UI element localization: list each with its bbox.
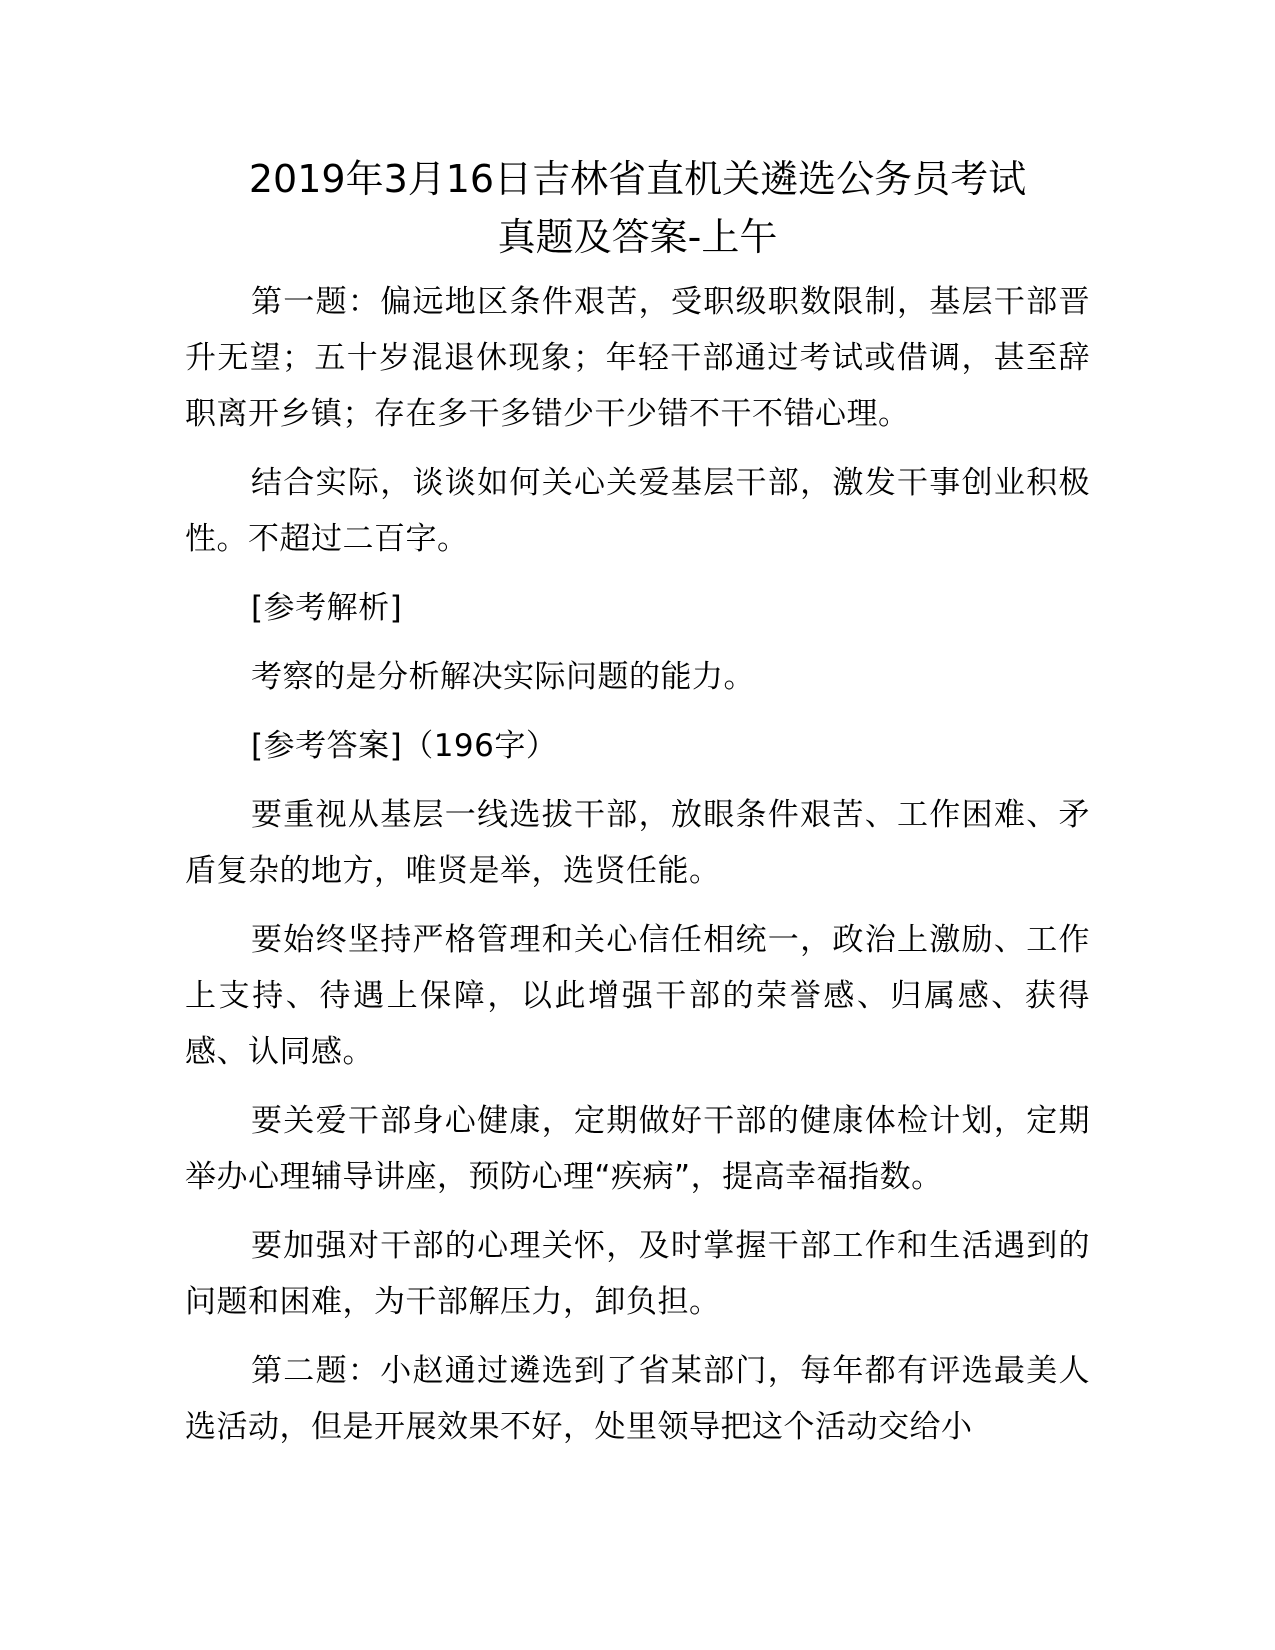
reference-analysis-heading: [参考解析] [251,590,403,626]
answer-paragraph-4: 要加强对干部的心理关怀，及时掌握干部工作和生活遇到的问题和困难，为干部解压力，卸负担。 [185,1228,1090,1320]
answer-paragraph-2: 要始终坚持严格管理和关心信任相统一，政治上激励、工作上支持、待遇上保障，以此增强干部的荣誉感、归属感、获得感、认同感。 [185,922,1090,1070]
question-1-requirement: 结合实际，谈谈如何关心关爱基层干部，激发干事创业积极性。不超过二百字。 [185,465,1090,557]
document-page [185,150,1090,1468]
question-2-text: 第二题：小赵通过遴选到了省某部门，每年都有评选最美人选活动，但是开展效果不好，处里领导把这个活动交给小 [185,1353,1090,1445]
title-line-2: 真题及答案-上午 [497,215,778,259]
answer-paragraph-1: 要重视从基层一线选拔干部，放眼条件艰苦、工作困难、矛盾复杂的地方，唯贤是举，选贤任能。 [185,797,1090,889]
reference-analysis-text: 考察的是分析解决实际问题的能力。 [251,659,755,695]
reference-answer-heading: [参考答案]（196字） [251,728,558,764]
document-title [185,150,1090,266]
answer-paragraph-3: 要关爱干部身心健康，定期做好干部的健康体检计划，定期举办心理辅导讲座，预防心理“疾病”，提高幸福指数。 [185,1103,1090,1195]
title-line-1: 2019年3月16日吉林省直机关遴选公务员考试 [248,157,1027,201]
question-1-text: 第一题：偏远地区条件艰苦，受职级职数限制，基层干部晋升无望；五十岁混退休现象；年轻干部通过考试或借调，甚至辞职离开乡镇；存在多干多错少干少错不干不错心理。 [185,284,1090,432]
